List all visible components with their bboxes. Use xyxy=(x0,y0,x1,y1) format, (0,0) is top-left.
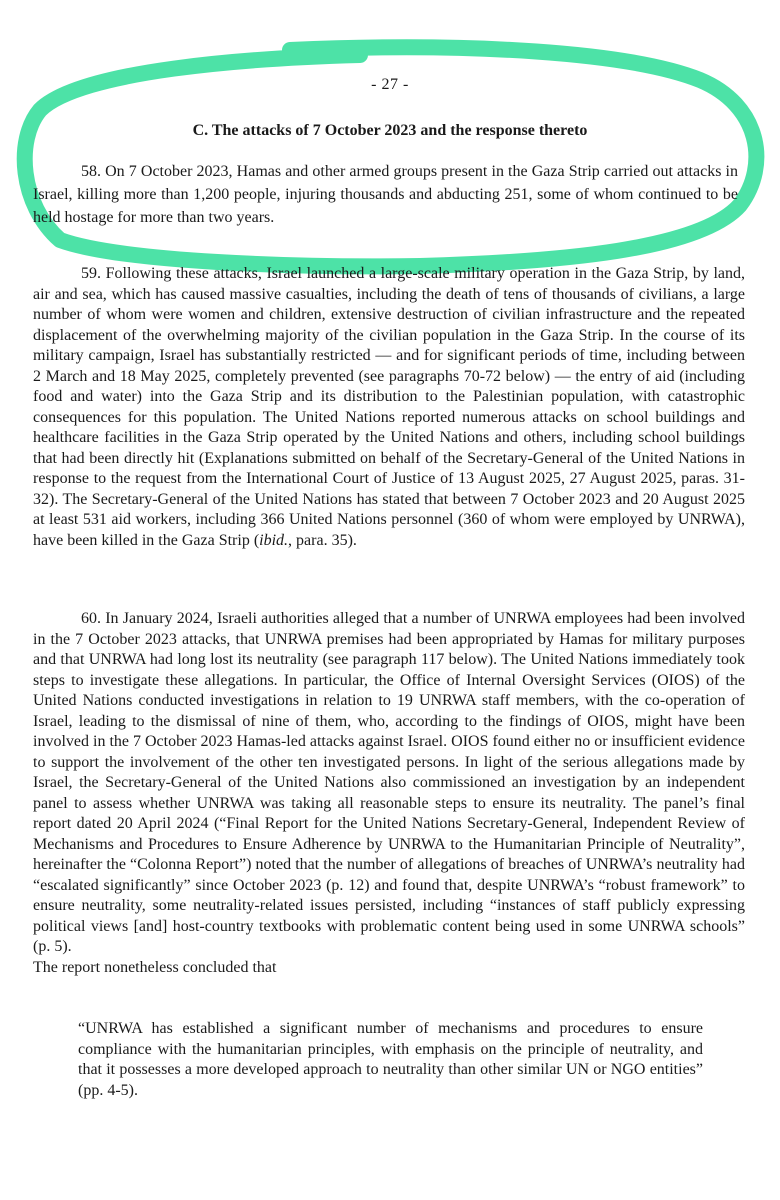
paragraph-59 xyxy=(33,264,745,551)
ibid-citation: ibid. xyxy=(259,531,289,549)
paragraph-60 xyxy=(33,609,745,978)
block-quote: “UNRWA has established a significant number of mechanisms and procedures to ensure compliance with the humanitarian principles, with emphasis on the principle of neutrality, and that it possesses a more developed approach to neutrality than other similar UN or NGO entities” (pp. 4-5). xyxy=(78,1020,703,1099)
paragraph-59-text: 59. Following these attacks, Israel launched a large-scale military operation in the Gaza Strip, by land, air and sea, which has caused massive casualties, including the death of tens of thousands of civilians, a large number of whom were women and children, extensive destruction of civilian infrastructure and the repeated displacement of the overwhelming majority of the civilian population in the Gaza Strip. In the course of its military campaign, Israel has substantially restricted — and for significant periods of time, including between 2 March and 18 May 2025, completely prevented (see paragraphs 70-72 below) — the entry of aid (including food and water) into the Gaza Strip and its distribution to the Palestinian population, with catastrophic consequences for this population. The United Nations reported numerous attacks on school buildings and healthcare facilities in the Gaza Strip operated by the United Nations and others, including school buildings that had been directly hit (Explanations submitted on behalf of the Secretary-General of the United Nations in response to the request from the International Court of Justice of 13 August 2025, 27 August 2025, paras. 31-32). The Secretary-General of the United Nations has stated that between 7 October 2023 and 20 August 2025 at least 531 aid workers, including 366 United Nations personnel (360 of whom were employed by UNRWA), have been killed in the Gaza Strip ( xyxy=(33,265,745,549)
paragraph-58: 58. On 7 October 2023, Hamas and other armed groups present in the Gaza Strip carried out attacks in Israel, killing more than 1,200 people, injuring thousands and abducting 251, some of whom continued to be held hostage for more than two years. xyxy=(33,163,738,226)
page-number: - 27 - xyxy=(371,76,409,93)
section-heading: C. The attacks of 7 October 2023 and the response thereto xyxy=(192,122,588,139)
paragraph-60-text: 60. In January 2024, Israeli authorities alleged that a number of UNRWA employees had been involved in the 7 October 2023 attacks, that UNRWA premises had been appropriated by Hamas for military purposes and that UNRWA had long lost its neutrality (see paragraph 117 below). The United Nations immediately took steps to investigate these allegations. In particular, the Office of Internal Oversight Services (OIOS) of the United Nations conducted investigations in relation to 19 UNRWA staff members, with the co-operation of Israel, leading to the dismissal of nine of them, who, according to the findings of OIOS, might have been involved in the 7 October 2023 Hamas-led attacks against Israel. OIOS found either no or insufficient evidence to support the involvement of the other ten investigated persons. In light of the serious allegations made by Israel, the Secretary-General of the United Nations also commissioned an investigation by an independent panel to assess whether UNRWA was taking all reasonable steps to ensure its neutrality. The panel’s final report dated 20 April 2024 (“Final Report for the United Nations Secretary-General, Independent Review of Mechanisms and Procedures to Ensure Adherence by UNRWA to the Humanitarian Principle of Neutrality”, hereinafter the “Colonna Report”) noted that the number of allegations of breaches of UNRWA’s neutrality had “escalated significantly” since October 2023 (p. 12) and found that, despite UNRWA’s “robust framework” to ensure neutrality, some neutrality-related issues persisted, including “instances of staff publicly expressing political views [and] host-country textbooks with problematic content being used in some UNRWA schools” (p. 5). xyxy=(33,610,745,955)
paragraph-59-end: , para. 35). xyxy=(288,531,357,549)
highlighter-annotation xyxy=(0,0,780,280)
paragraph-60-tail: The report nonetheless concluded that xyxy=(33,958,277,976)
